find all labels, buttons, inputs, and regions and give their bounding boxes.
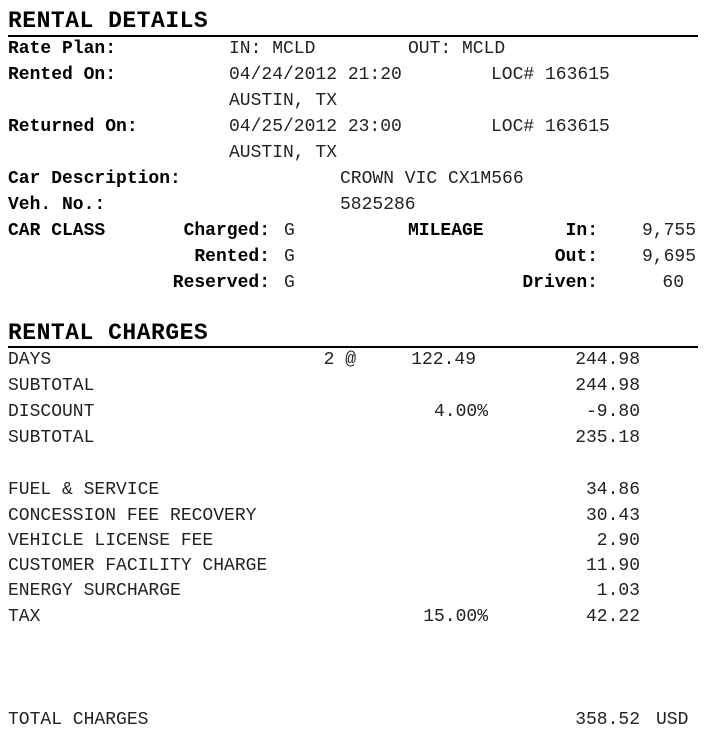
subtotal2-label: SUBTOTAL (8, 428, 95, 448)
customer-facility-charge-amount: 11.90 (585, 556, 640, 576)
mileage-in-value: 9,755 (641, 221, 696, 241)
energy-surcharge-amount: 1.03 (596, 581, 640, 601)
car-class-charged-value: G (284, 221, 295, 241)
rented-on-city: AUSTIN, TX (229, 91, 338, 111)
days-rate: 122.49 (411, 350, 476, 370)
car-class-charged-label: Charged: (183, 221, 270, 241)
car-description-value: CROWN VIC CX1M566 (340, 169, 524, 189)
car-class-label: CAR CLASS (8, 221, 106, 241)
rented-on-loc: LOC# 163615 (491, 65, 610, 85)
total-charges-label: TOTAL CHARGES (8, 710, 149, 730)
returned-on-datetime: 04/25/2012 23:00 (229, 117, 402, 137)
rate-plan-out: OUT: MCLD (408, 39, 506, 59)
fuel-service-label: FUEL & SERVICE (8, 480, 160, 500)
mileage-label: MILEAGE (408, 221, 484, 241)
returned-on-loc: LOC# 163615 (491, 117, 610, 137)
days-qty: 2 @ (323, 350, 356, 370)
total-charges-currency: USD (656, 710, 689, 730)
concession-fee-label: CONCESSION FEE RECOVERY (8, 506, 257, 526)
rental-charges-rule (8, 346, 698, 348)
vehicle-license-fee-amount: 2.90 (596, 531, 640, 551)
car-class-rented-value: G (284, 247, 295, 267)
car-class-rented-label: Rented: (194, 247, 270, 267)
mileage-driven-value: 60 (662, 273, 684, 293)
rented-on-label: Rented On: (8, 65, 117, 85)
tax-label: TAX (8, 607, 41, 627)
car-class-reserved-label: Reserved: (172, 273, 270, 293)
customer-facility-charge-label: CUSTOMER FACILITY CHARGE (8, 556, 268, 576)
days-label: DAYS (8, 350, 52, 370)
veh-no-label: Veh. No.: (8, 195, 106, 215)
tax-amount: 42.22 (585, 607, 640, 627)
rental-details-rule (8, 35, 698, 37)
tax-pct: 15.00% (423, 607, 488, 627)
rental-details-heading: RENTAL DETAILS (8, 8, 209, 34)
fuel-service-amount: 34.86 (585, 480, 640, 500)
subtotal2-amount: 235.18 (575, 428, 640, 448)
car-description-label: Car Description: (8, 169, 181, 189)
discount-label: DISCOUNT (8, 402, 95, 422)
mileage-out-value: 9,695 (641, 247, 696, 267)
subtotal1-label: SUBTOTAL (8, 376, 95, 396)
rate-plan-in: IN: MCLD (229, 39, 316, 59)
days-amount: 244.98 (575, 350, 640, 370)
vehicle-license-fee-label: VEHICLE LICENSE FEE (8, 531, 214, 551)
mileage-driven-label: Driven: (522, 273, 598, 293)
returned-on-city: AUSTIN, TX (229, 143, 338, 163)
total-charges-amount: 358.52 (575, 710, 640, 730)
returned-on-label: Returned On: (8, 117, 138, 137)
rented-on-datetime: 04/24/2012 21:20 (229, 65, 402, 85)
veh-no-value: 5825286 (340, 195, 416, 215)
car-class-reserved-value: G (284, 273, 295, 293)
subtotal1-amount: 244.98 (575, 376, 640, 396)
mileage-in-label: In: (565, 221, 598, 241)
discount-amount: -9.80 (585, 402, 640, 422)
discount-pct: 4.00% (433, 402, 488, 422)
rate-plan-label: Rate Plan: (8, 39, 117, 59)
rental-charges-heading: RENTAL CHARGES (8, 320, 209, 346)
mileage-out-label: Out: (554, 247, 598, 267)
energy-surcharge-label: ENERGY SURCHARGE (8, 581, 181, 601)
concession-fee-amount: 30.43 (585, 506, 640, 526)
